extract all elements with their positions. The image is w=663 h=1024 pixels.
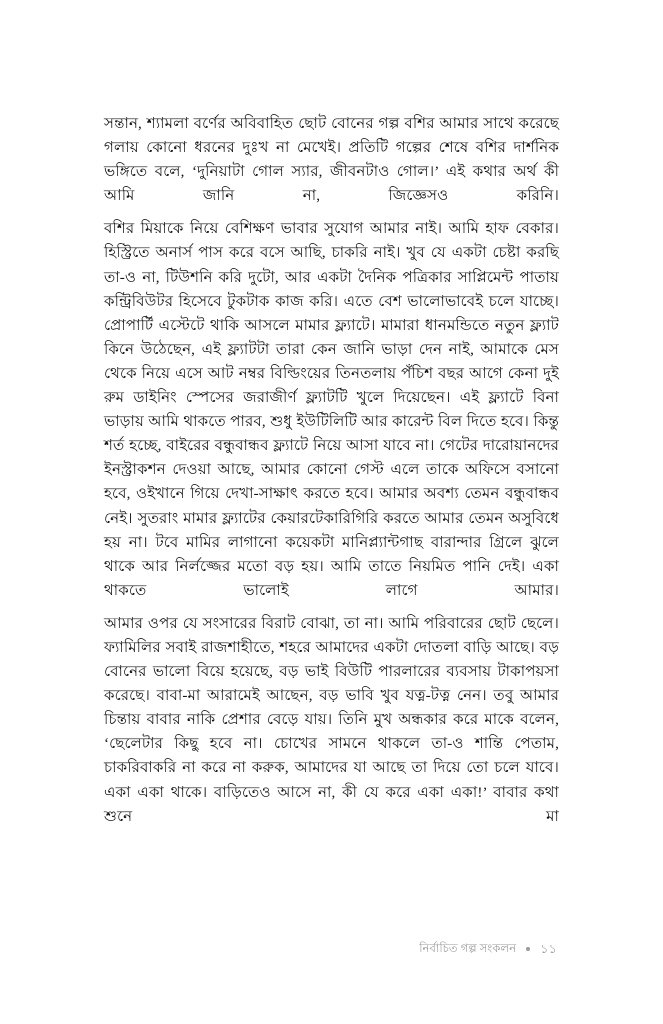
footer-book-title: নির্বাচিত গল্প সংকলন xyxy=(419,943,517,955)
paragraph-1: সন্তান, শ্যামলা বর্ণের অবিবাহিত ছোট বোনের গল্প বশির আমার সাথে করেছে গলায় কোনো ধরনের দুঃখ না মেখেই। প্রতিটি গল্পের শেষে বশির দার্শনিক ভঙ্গিতে বলে, ‘দুনিয়াটা গোল স্যার, জীবনটাও গোল।’ এই কথার অর্থ কী আমি জানি না, জিজ্ঞেসও করিনি। xyxy=(104,116,559,205)
footer-separator-dot-icon xyxy=(526,947,530,951)
paragraph-3: আমার ওপর যে সংসারের বিরাট বোঝা, তা না। আমি পরিবারের ছোট ছেলে। ফ্যামিলির সবাই রাজশাহীতে, শহরে আমাদের একটা দোতলা বাড়ি আছে। বড় বোনের ভালো বিয়ে হয়েছে, বড় ভাই বিউটি পারলারের ব্যবসায় টাকাপয়সা করেছে। বাবা-মা আরামেই আছেন, বড় ভাবি খুব যত্ন-টত্ন নেন। তবু আমার চিন্তায় বাবার নাকি প্রেশার বেড়ে যায়। তিনি মুখ অন্ধকার করে মাকে বলেন, ‘ছেলেটার কিছু হবে না। চোখের সামনে থাকলে তা-ও শান্তি পেতাম, চাকরিবাকরি না করে না করুক, আমাদের যা আছে তা দিয়ে তো চলে যাবে। একা একা থাকে। বাড়িতেও আসে না, কী যে করে একা একা!’ বাবার কথা শুনে মা xyxy=(104,615,559,825)
page-number: ১১ xyxy=(540,942,557,956)
page-footer xyxy=(104,938,557,960)
page-text-column xyxy=(104,112,559,829)
paragraph-2: বশির মিয়াকে নিয়ে বেশিক্ষণ ভাবার সুযোগ আমার নাই। আমি হাফ বেকার। হিস্ট্রিতে অনার্স পাস করে বসে আছি, চাকরি নাই। খুব যে একটা চেষ্টা করছি তা-ও না, টিউশনি করি দুটো, আর একটা দৈনিক পত্রিকার সাপ্লিমেন্ট পাতায় কন্ট্রিবিউটর হিসেবে টুকটাক কাজ করি। এতে বেশ ভালোভাবেই চলে যাচ্ছে। প্রোপার্টি এস্টেটে থাকি আসলে মামার ফ্ল্যাটে। মামারা ধানমন্ডিতে নতুন ফ্ল্যাট কিনে উঠেছেন, এই ফ্ল্যাটটা তারা কেন জানি ভাড়া দেন নাই, আমাকে মেস থেকে নিয়ে এসে আট নম্বর বিল্ডিংয়ের তিনতলায় পঁচিশ বছর আগে কেনা দুই রুম ডাইনিং স্পেসের জরাজীর্ণ ফ্ল্যাটটি খুলে দিয়েছেন। এই ফ্ল্যাটে বিনা ভাড়ায় আমি থাকতে পারব, শুধু ইউটিলিটি আর কারেন্ট বিল দিতে হবে। কিন্তু শর্ত হচ্ছে, বাইরের বন্ধুবান্ধব ফ্ল্যাটে নিয়ে আসা যাবে না। গেটের দারোয়ানদের ইনস্ট্রাকশন দেওয়া আছে, আমার কোনো গেস্ট এলে তাকে অফিসে বসানো হবে, ওইখানে গিয়ে দেখা-সাক্ষাৎ করতে হবে। আমার অবশ্য তেমন বন্ধুবান্ধব নেই। সুতরাং মামার ফ্ল্যাটের কেয়ারটেকারিগিরি করতে আমার তেমন অসুবিধে হয় না। টবে মামির লাগানো কয়েকটা মানিপ্ল্যান্টগাছ বারান্দার গ্রিলে ঝুলে থাকে আর নির্লজ্জের মতো বড় হয়। আমি তাতে নিয়মিত পানি দেই। একা থাকতে ভালোই লাগে আমার। xyxy=(104,221,559,599)
